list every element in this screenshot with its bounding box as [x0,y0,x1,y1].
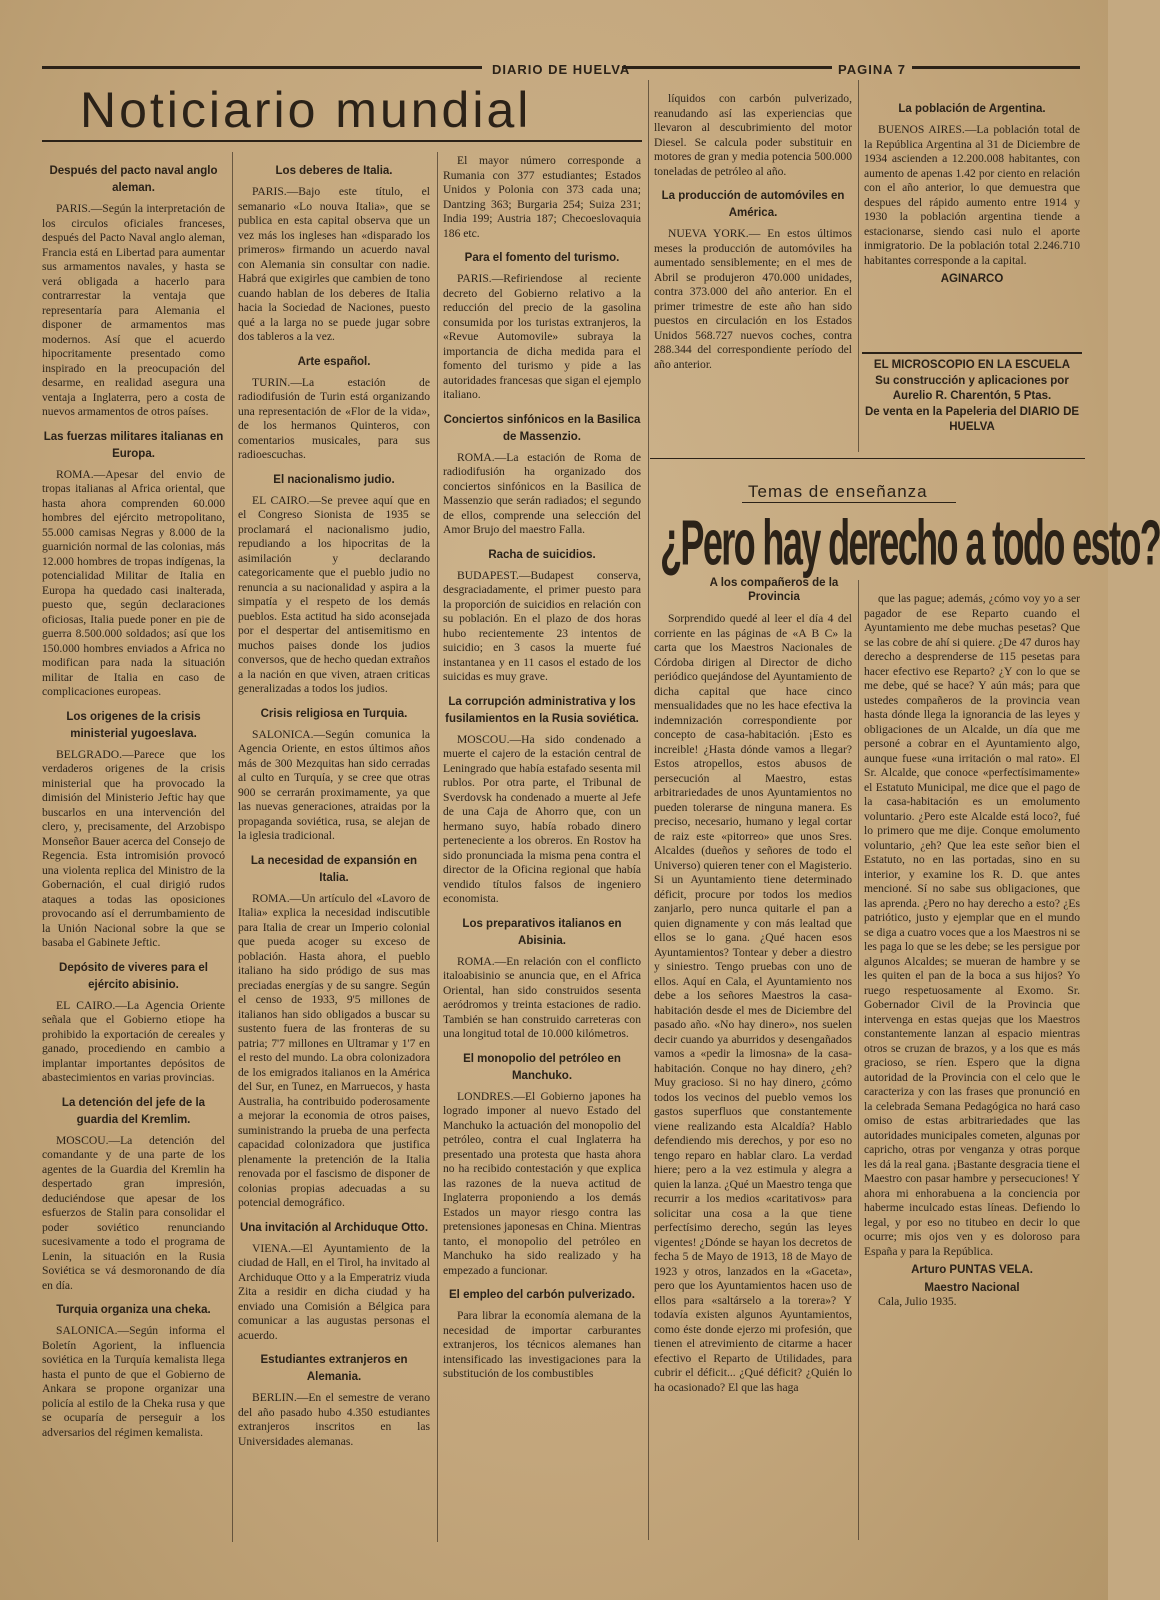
article-body: SALONICA.—Según comunica la Agencia Oriente, en estos últimos años más de 300 Mezquitas han sido cerradas al culto en Turquía, y se cree que otras 900 se cerrarán proximamente, ya que las nuevas generaciones, atraidas por la propaganda soviética, rusa, se alejan de la iglesia tradicional. [238,727,430,842]
article-headline: Depósito de viveres para el ejército abisinio. [59,961,208,991]
article-headline: La corrupción administrativa y los fusilamientos en la Rusia soviética. [445,695,639,725]
newspaper-name: DIARIO DE HUELVA [492,62,631,77]
author-role: Maestro Nacional [924,1281,1020,1294]
ad-sales-point: De venta en la Papeleria del DIARIO DE HUELVA [864,406,1080,433]
article-headline: Los deberes de Italia. [275,165,393,177]
article-headline: La detención del jefe de la guardia del Kremlim. [61,1096,206,1126]
article-headline: Conciertos sinfónicos en la Basilica de Massenzio. [443,413,641,443]
article-headline: La producción de automóviles en América. [661,190,845,219]
feature-body: Sorprendido quedé al leer el día 4 del corriente en las páginas de «A B C» la carta que los Maestros Nacionales de Córdoba dirigen al Director de dicho periódico quejándose del Ayuntamiento de dicha capital que hace cinco mensualidades que no les hace efectiva la indemnización correspondiente por concepto de casa-habitación. ¡Esto es increible! ¿Hasta dónde vamos a llegar? Estos atropellos, estos abusos de persecución al Maestro, estas arbitrariedades de unos Ayuntamientos no pueden tolerarse de ninguna manera. Es preciso, necesario, humano y legal cortar de raiz este «pitorreo» que unos Sres. Alcaldes (dueños y señores de todo el Universo) quieren tener con el Magisterio. Si un Ayuntamiento tiene determinado déficit, procure por todos los medios zanjarlo, pero nunca quitarle el pan a quien dignamente y con más lealtad que ellos se lo gana. ¿Qué hacen esos Ayuntamientos? Tontear y deber a diestro y siniestro. Tengo pruebas con uno de ellos. Aquí en Cala, el Ayuntamiento nos debe a los señores Maestros la casa-habitación desde el mes de Diciembre del pasado año. «No hay dinero», nos suelen decir cuando ya aburridos y desengañados vamos a «pedir la limosna» de la casa-habitación. Conque no hay dinero, ¿eh? Muy gracioso. Si no hay dinero, ¿cómo todos los vecinos del pueblo vemos los gastos superfluos que constantemente viene realizando esta Alcaldía? Hablo defendiendo mis derechos, y por eso no tengo reparo en hablar claro. La verdad hiere; pero a la vez estimula y alegra a quien la lanza. ¿Qué un Maestro tenga que recurrir a los medios «caritativos» para solicitar una cosa a la que tiene perfectísimo derecho, según las leyes vigentes! ¿Dónde se hayan los decretos de fecha 5 de Mayo de 1913, 18 de Mayo de 1923 y otros, lanzados en la «Gaceta», pero que los Ayuntamientos hacen uso de ellos para «saltárselo a la torera»? Y todavía existen algunos Ayuntamientos, como éste donde ejerzo mi profesión, que tienen el atrevimiento de citarme a hacer efectivo el Reparto de Utilidades, para cubrir el déficit... ¿Qué déficit? ¿Quién lo ha ocasionado? El que las haga [654,612,852,1394]
feature-body: que las pague; además, ¿cómo voy yo a ser pagador de ese Reparto cuando el Ayuntamiento me debe muchas pesetas? Que se las cobre de ahí si quiere. ¿De 47 duros hay derecho a desprenderse de 115 pesetas para hacer efectivo ese Reparto? ¿Y con lo que se me debe, qué se hace? Y aún más; para que ustedes compañeros de la provincia vean hasta dónde llega la ignorancia de las leyes y obligaciones de un Alcalde, un día que me personé a cobrar en el Ayuntamiento algo, aunque fuese «una irritación o mal rato». El Sr. Alcalde, que conoce «perfectísimamente» el Estatuto Municipal, me dice que el pago de la casa-habitación es un emolumento voluntario. ¿Pero este Alcalde está loco?, fué lo primero que me dije. Conque emolumento voluntario, ¿eh? Que lea este señor bien el Estatuto, no en las portadas, sino en su interior, y examine los R. D. que antes mencioné. Sí no sabe sus obligaciones, que las aprenda. ¿Pero no hay derecho a esto? ¿Es patriótico, justo y ejemplar que en el mundo se diga a cuatro voces que a los Maestros ni se les paga lo que se les debe; se les persigue por algunos Alcaldes; se mueran de hambre y se les quiten el pan de la boca a sus hijos? Yo ruego respetuosamente al Exomo. Sr. Gobernador Civil de la Provincia que intervenga en estas quejas que los Maestros constantemente lanzan al espacio mientras otros se cruzan de brazos, y a los que es más gracioso, se ríen. Espero que la digna autoridad de la Provincia con el celo que le caracteriza y con las frases que pronunció en la celebrada Semana Pedagógica no hará caso omiso de estas arbitrariedades que las autoridades municipales cometen, algunas por capricho, otras por venganza y otras porque les dá la real gana. ¡Bastante desgracia tiene el Maestro con pasar hambre y persecuciones! Y ahora mi enhorabuena a la conciencia por haberme inculcado estas líneas. Defiendo lo legal, y por eso no titubeo en decir lo que ocurre; mis ojos ven y es doloroso para España y para la República. [864,592,1080,1258]
section-title: Noticiario mundial [80,82,532,138]
author-signature: Arturo PUNTAS VELA. [911,1264,1033,1276]
article-body: PARIS.—Refiriendose al reciente decreto del Gobierno relativo a la reducción del precio de la gasolina consumida por los turistas extranjeros, la «Revue Automovile» subraya la importancia de dicha medida para el fomento del turismo y pide a las autoridades francesas que sigan el ejemplo italiano. [443,272,641,401]
article-headline: La población de Argentina. [898,103,1046,115]
article-body: TURIN.—La estación de radiodifusión de Turin está organizando una representación de «Flor de la vida», de los hermanos Quinteros, con comentarios musicales, para sus radioescuchas. [238,375,430,461]
feature-section-label: Temas de enseñanza [748,482,928,501]
feature-column-left [654,612,852,1399]
article-headline: Arte español. [297,355,371,368]
article-headline: Las fuerzas militares italianas en Europa. [43,430,224,460]
article-headline: La necesidad de expansión en Italia. [250,854,418,884]
top-rule-right [912,66,1080,69]
news-column-5 [864,92,1080,287]
article-body: MOSCOU.—Ha sido condenado a muerte el cajero de la estación central de Leningrado que había estafado sesenta mil rublos. Por otra parte, el Tribunal de Sverdovsk ha condenado a muerte al Jefe de una Caja de Ahorro que, con un hermano suyo, había robado dinero perteneciente a los obreros. En Rostov ha sido pronunciada la misma pena contra el director de la Oficina regional que había vendido títulos falsos de ingeniero economista. [443,732,641,905]
news-column-1 [42,154,225,1444]
feature-dateline: Cala, Julio 1935. [878,1295,957,1308]
article-body: PARIS.—Según la interpretación de los circulos oficiales franceses, después del Pacto Naval anglo aleman, Francia está en Libertad para aumentar sus armamentos navales, y hasta se verá obligada a hacerlo para contrarrestar la ventaja que representaría para Alemania el disponer de armamentos mas modernos. Así que el acuerdo hipocritamente presentado como inspirado en la preocupación del desarme, en realidad asegura una ventaja a Inglaterra, pero a costa de nuevos armamentos de otros países. [42,202,225,418]
article-body: MOSCOU.—La detención del comandante y de una parte de los agentes de la Guardia del Kremlin ha despertado gran impresión, deduciéndose que apesar de los esfuerzos de Stalin para consolidar el poder soviético renunciando sucesivamente a todo el programa de Lenin, la situación en la Rusia Soviética se vá desmoronando de día en día. [42,1133,225,1292]
article-headline: Los preparativos italianos en Abisinia. [462,917,622,947]
article-body: ROMA.—En relación con el conflicto italoabisinio se anuncia que, en el Africa Oriental, han sido construidos sesenta aeródromos y treinta estaciones de radio. También se han construido carreteras con una longitud total de 10.000 kilómetros. [443,954,641,1040]
article-body-continued: El mayor número corresponde a Rumania con 377 estudiantes; Estados Unidos y Polonia con 373 cada una; Dantzing 363; Burgaria 254; Suiza 231; India 199; Austria 187; Checoeslovaquia 186 etc. [443,154,641,240]
article-body: SALONICA.—Según informa el Boletín Agorient, la influencia soviética en la Turquía kemalista llega hasta el punto de que el Gobierno de Ankara se propone organizar una policía al estilo de la Cheka rusa y que se ocuparía de perseguir a los adversarios del régimen kemalista. [42,1324,225,1439]
article-body: ROMA.—La estación de Roma de radiodifusión ha organizado dos conciertos sinfónicos en la Basilica de Massenzio que serán radiados; el segundo de ellos, comprende una selección del Amor Brujo del maestro Falla. [443,450,641,536]
article-headline: Estudiantes extranjeros en Alemania. [260,1354,408,1383]
article-headline: El nacionalismo judio. [273,473,395,486]
feature-headline: ¿Pero hay derecho a todo esto? [660,508,1160,580]
column-divider [437,152,438,1542]
article-body: EL CAIRO.—Se prevee aquí que en el Congreso Sionista de 1935 se proclamará el nacionalismo judio, repudiando a los hipocritas de la asimilación y declarando categoricamente que el pueblo judio no renuncia a su nacionalidad y aspira a la simpatía y el respeto de los demás pueblos. Esta actitud ha sido aconsejada por el despertar del antisemitismo en muchos paises donde los judios conversos, que de hecho quedan extraños a la nación en que viven, atraen criticas generalizadas a todos los judios. [238,493,430,695]
article-body: ROMA.—Un artículo del «Lavoro de Italia» explica la necesidad indiscutible para Italia de crear un Imperio colonial que pueda acoger su exceso de población. Hasta ahora, el pueblo italiano ha sido pródigo de sus mas preciadas energías y de su sangre. Según el censo de 1933, 9'5 millones de italianos han sido obligados a buscar su sustento fuera de las fronteras de su patria; 7'7 millones en Ultramar y 1'7 en el resto del mundo. La obra colonizadora de los emigrados italianos en la América del Sur, en Tunez, en Marruecos, y hasta Australia, ha contribuido poderosamente a mejorar la economia de otros paises, suministrando la prueba de una perfecta capacidad colonizadora que justifica plenamente la pretención de la Italia renovada por el fascismo de disponer de colonias propias adecuadas a su potencial demográfico. [238,891,430,1209]
section-label-rule [742,502,956,503]
article-headline: Después del pacto naval anglo aleman. [49,165,218,194]
feature-subtitle: A los compañeros de la Provincia [709,577,839,603]
column-divider [648,80,649,1540]
article-body: BUDAPEST.—Budapest conserva, desgraciadamente, el primer puesto para la proporción de suicidios en relación con su población. En el plazo de dos horas hubo recientemente 23 intentos de suicidio; en 3 casos la muerte fué instantanea y en 11 casos el estado de los suicidas es muy grave. [443,568,641,683]
feature-column-right [864,592,1080,1314]
article-headline: El empleo del carbón pulverizado. [449,1289,635,1301]
top-rule-mid [622,66,832,69]
ad-title: EL MICROSCOPIO EN LA ESCUELA [873,359,1071,371]
article-body: Para librar la economía alemana de la necesidad de importar carburantes extranjeros, los técnicos alemanes han intensificado las investigaciones para la substitución de los combustibles [443,1309,641,1380]
title-underline [42,140,642,142]
article-body: BERLIN.—En el semestre de verano del año pasado hubo 4.350 estudiantes extranjeros inscritos en las Universidades alemanas. [238,1391,430,1448]
ad-top-rule [862,352,1082,354]
article-body: ROMA.—Apesar del envio de tropas italianas al Africa oriental, que hasta ahora comprenden 60.000 hombres del ejército metropolitano, 55.000 camisas Negras y 8.000 de la guarnición normal de las colonias, más 12.000 hombres de tropas indígenas, la potencialidad Militar de Italia en Europa ha quedado casi inalterada, puesto que, según declaraciones oficiosas, Italia puede poner en pie de guerra 8.500.000 soldados; así que los 150.000 hombres enviados a Africa no modifican para nada la situación militar de Italia en caso de complicaciones europeas. [42,467,225,698]
column-divider [858,580,859,1540]
news-column-3 [443,154,641,1386]
article-headline: Una invitación al Archiduque Otto. [239,1221,429,1234]
news-column-2 [238,154,430,1453]
article-body: EL CAIRO.—La Agencia Oriente señala que el Gobierno etiope ha prohibido la exportación de cereales y ganado, procediendo en cambio a implantar importantes depósitos de abastecimientos en varias provincias. [42,998,225,1084]
article-body: NUEVA YORK.— En estos últimos meses la producción de automóviles ha aumentado sensiblemente; en el mes de Abril se produjeron 470.000 unidades, contra 373.000 del año anterior. En el primer trimestre de este año han sido puestos en circulación en los Estados Unidos 568.727 nuevos coches, contra 288.344 del correspondiente período del año anterior. [654,227,852,371]
article-body: BELGRADO.—Parece que los verdaderos origenes de la crisis ministerial que ha provocado la dimisión del Ministerio Jeftic hay que buscarlos en una intervención del clero, y, precisamente, del Arzobispo Monseñor Bauer acerca del Consejo de Regencia. Esta intromisión provocó una violenta replica del Ministro de la Gobernación, el cual dirigió rudos ataques a todas las oposiciones provocando así el derrumbamiento de la Unión Nacional sobre la que se basaba el Gabinete Jeftic. [42,747,225,949]
article-headline: Turquia organiza una cheka. [56,1304,211,1316]
article-headline: Para el fomento del turismo. [464,252,620,264]
article-headline: El monopolio del petróleo en Manchuko. [463,1052,621,1082]
article-signature: AGINARCO [940,273,1004,285]
article-body: BUENOS AIRES.—La población total de la República Argentina al 31 de Diciembre de 1934 ascienden a 12.200.008 habitantes, con aumento de apenas 1.42 por ciento en relación con el año anterior, lo que demuestra que despues del rápido aumento entre 1914 y 1930 la población argentina tiende a estacionarse, siendo casi nulo el aporte inmigratorio. De la población total 2.246.710 habitantes corresponde a la capital. [864,123,1080,267]
article-headline: Racha de suicidios. [488,548,596,561]
page-number: PAGINA 7 [838,62,906,77]
article-body: LONDRES.—El Gobierno japones ha logrado imponer al nuevo Estado del Manchuko la actuación del monopolio del petróleo, contra el cual Inglaterra ha presentado una protesta que hasta ahora no ha recibido contestación y que explica las razones de la nueva actitud de Inglaterra proponiendo a los demás Estados un mayor riesgo contra las pretensiones japonesas en China. Mientras tanto, el monopolio del petróleo en Manchuko ha sido realizado y ha empezado a funcionar. [443,1089,641,1277]
article-headline: Los origenes de la crisis ministerial yugoeslava. [66,710,201,740]
article-headline: Crisis religiosa en Turquia. [260,707,408,720]
news-column-4 [654,92,852,376]
advertisement [858,358,1086,436]
article-body-continued: líquidos con carbón pulverizado, reanudando así las experiencias que llevaron al descubrimiento del motor Diesel. Se calcula poder substituir en motores de gran y media potencia 500.000 toneladas de petróleo al año. [654,92,852,178]
ad-description: Su construcción y aplicaciones por Aurelio R. Charentón, 5 Ptas. [875,375,1069,402]
column-divider [232,152,233,1542]
top-rule-left [42,66,482,69]
feature-top-rule [650,458,1085,459]
article-body: PARIS.—Bajo este título, el semanario «Lo nouva Italia», que se publica en esta capital observa que un vez más los ingleses han «disparado los primeros» firmando un acuerdo naval con Alemania sin consultar con nadie. Habrá que exigirles que cambien de tono cuando hablan de los deberes de Italia hacia la Sociedad de Naciones, puesto qué a la larga no se puede jugar sobre dos tableros a la vez. [238,185,430,343]
article-body: VIENA.—El Ayuntamiento de la ciudad de Hall, en el Tirol, ha invitado al Archiduque Otto y a la Emperatriz viuda Zita a residir en dicha ciudad y ha enviado una Comisión a Bélgica para comunicar a las augustas personas el acuerdo. [238,1241,430,1342]
